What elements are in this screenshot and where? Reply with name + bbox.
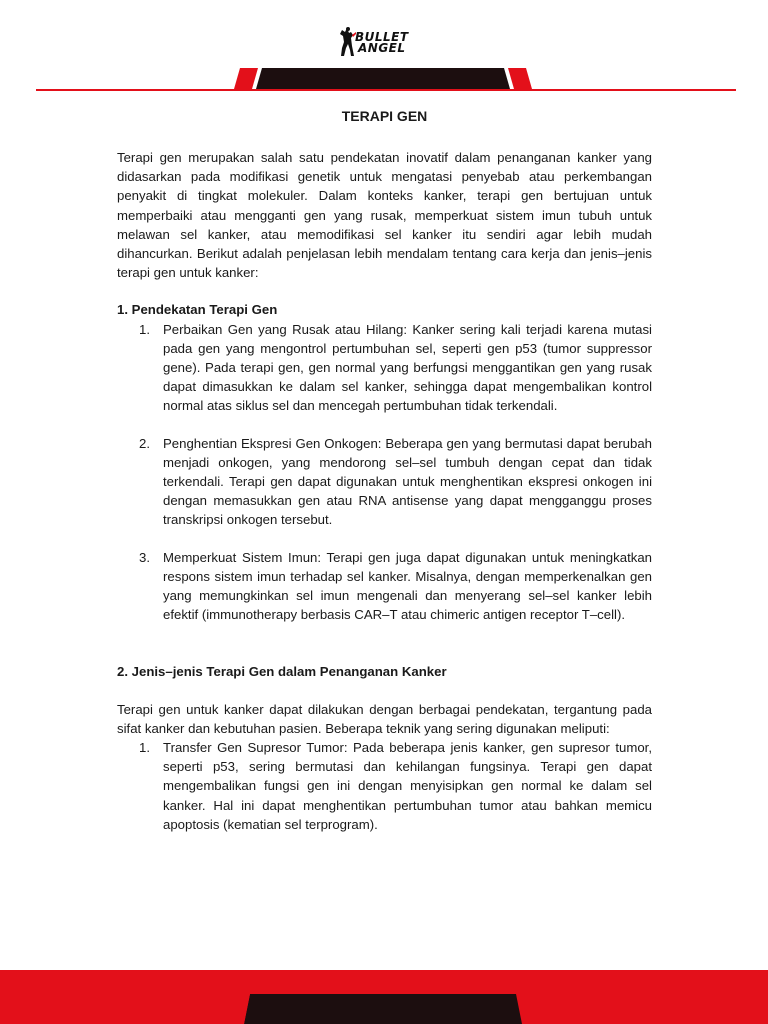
footer-white-notch-left [0, 970, 250, 1024]
logo-wordmark [355, 32, 409, 54]
page-title: TERAPI GEN [341, 108, 428, 124]
header-red-tab-right [508, 68, 532, 89]
header-dark-tab [256, 68, 510, 89]
list-item-text: Transfer Gen Supresor Tumor: Pada beberapa jenis kanker, gen supresor tumor, seperti p53, sering bermutasi dan kehilangan fungsinya. Terapi gen dapat mengembalikan fungsi gen ini dengan menyisipkan gen normal ke dalam sel kanker. Hal ini dapat menghentikan pertumbuhan tumor atau bahkan memicu apoptosis (kematian sel terprogram). [163, 740, 652, 832]
list-item [117, 320, 652, 416]
header-red-rule [36, 89, 736, 91]
document-body [117, 104, 652, 834]
section-2-intro: Terapi gen untuk kanker dapat dilakukan dengan berbagai pendekatan, tergantung pada sifat kanker dan kebutuhan pasien. Beberapa teknik yang sering digunakan meliputi: [117, 701, 652, 736]
header-decoration [0, 62, 768, 94]
list-item-text: Memperkuat Sistem Imun: Terapi gen juga dapat digunakan untuk meningkatkan respons sistem imun terhadap sel kanker. Misalnya, dengan memperkenalkan gen yang memungkinkan sel imun mengenali dan menyerang sel–sel kanker lebih efektif (immunotherapy berbasis CAR–T atau chimeric antigen receptor T–cell). [163, 549, 652, 623]
footer-decoration [0, 966, 768, 1024]
section-1-heading: 1. Pendekatan Terapi Gen [117, 302, 278, 318]
list-item [117, 434, 652, 530]
list-item-text: Penghentian Ekspresi Gen Onkogen: Beberapa gen yang bermutasi dapat berubah menjadi onkogen, yang mendorong sel–sel tumbuh dengan cepat dan tidak terkendali. Terapi gen dapat digunakan untuk menghentikan ekspresi onkogen ini dengan memasukkan gen atau RNA antisense yang dapat mengganggu proses transkripsi onkogen tersebut. [163, 435, 652, 528]
list-item-number: 1. [139, 740, 150, 756]
list-item-text: Perbaikan Gen yang Rusak atau Hilang: Kanker sering kali terjadi karena mutasi pada gen yang mengontrol pertumbuhan sel, seperti gen p53 (tumor suppressor gene). Pada terapi gen, gen normal yang berfungsi menggantikan gen yang rusak dapat dimasukkan ke dalam sel kanker, sehingga dapat mengembalikan kontrol normal atas siklus sel dan mencegah pertumbuhan tidak terkendali. [163, 321, 652, 414]
section-2-list [117, 738, 652, 834]
list-item-number: 1. [139, 321, 150, 337]
section-2-heading: 2. Jenis–jenis Terapi Gen dalam Penanganan Kanker [117, 664, 447, 680]
list-item [117, 548, 652, 625]
section-1-list [117, 320, 652, 625]
list-item-number: 3. [139, 549, 150, 565]
list-item [117, 738, 652, 834]
list-item-number: 2. [139, 435, 150, 451]
logo-line-2: ANGEL [358, 41, 406, 55]
brand-logo [337, 24, 437, 60]
header-red-tab-left [234, 68, 258, 89]
logo-line-1: BULLET [355, 30, 409, 44]
intro-paragraph: Terapi gen merupakan salah satu pendekatan inovatif dalam penanganan kanker yang didasarkan pada modifikasi genetik untuk mengatasi penyebab atau perkembangan penyakit di tingkat molekuler. Dalam konteks kanker, terapi gen bertujuan untuk memperbaiki atau mengganti gen yang rusak, memperkuat sistem imun tubuh untuk melawan sel kanker, atau memodifikasi sel kanker itu sendiri agar lebih mudah dihancurkan. Berikut adalah penjelasan lebih mendalam tentang cara kerja dan jenis–jenis terapi gen untuk kanker: [117, 150, 652, 281]
footer-dark-tab [244, 994, 522, 1024]
